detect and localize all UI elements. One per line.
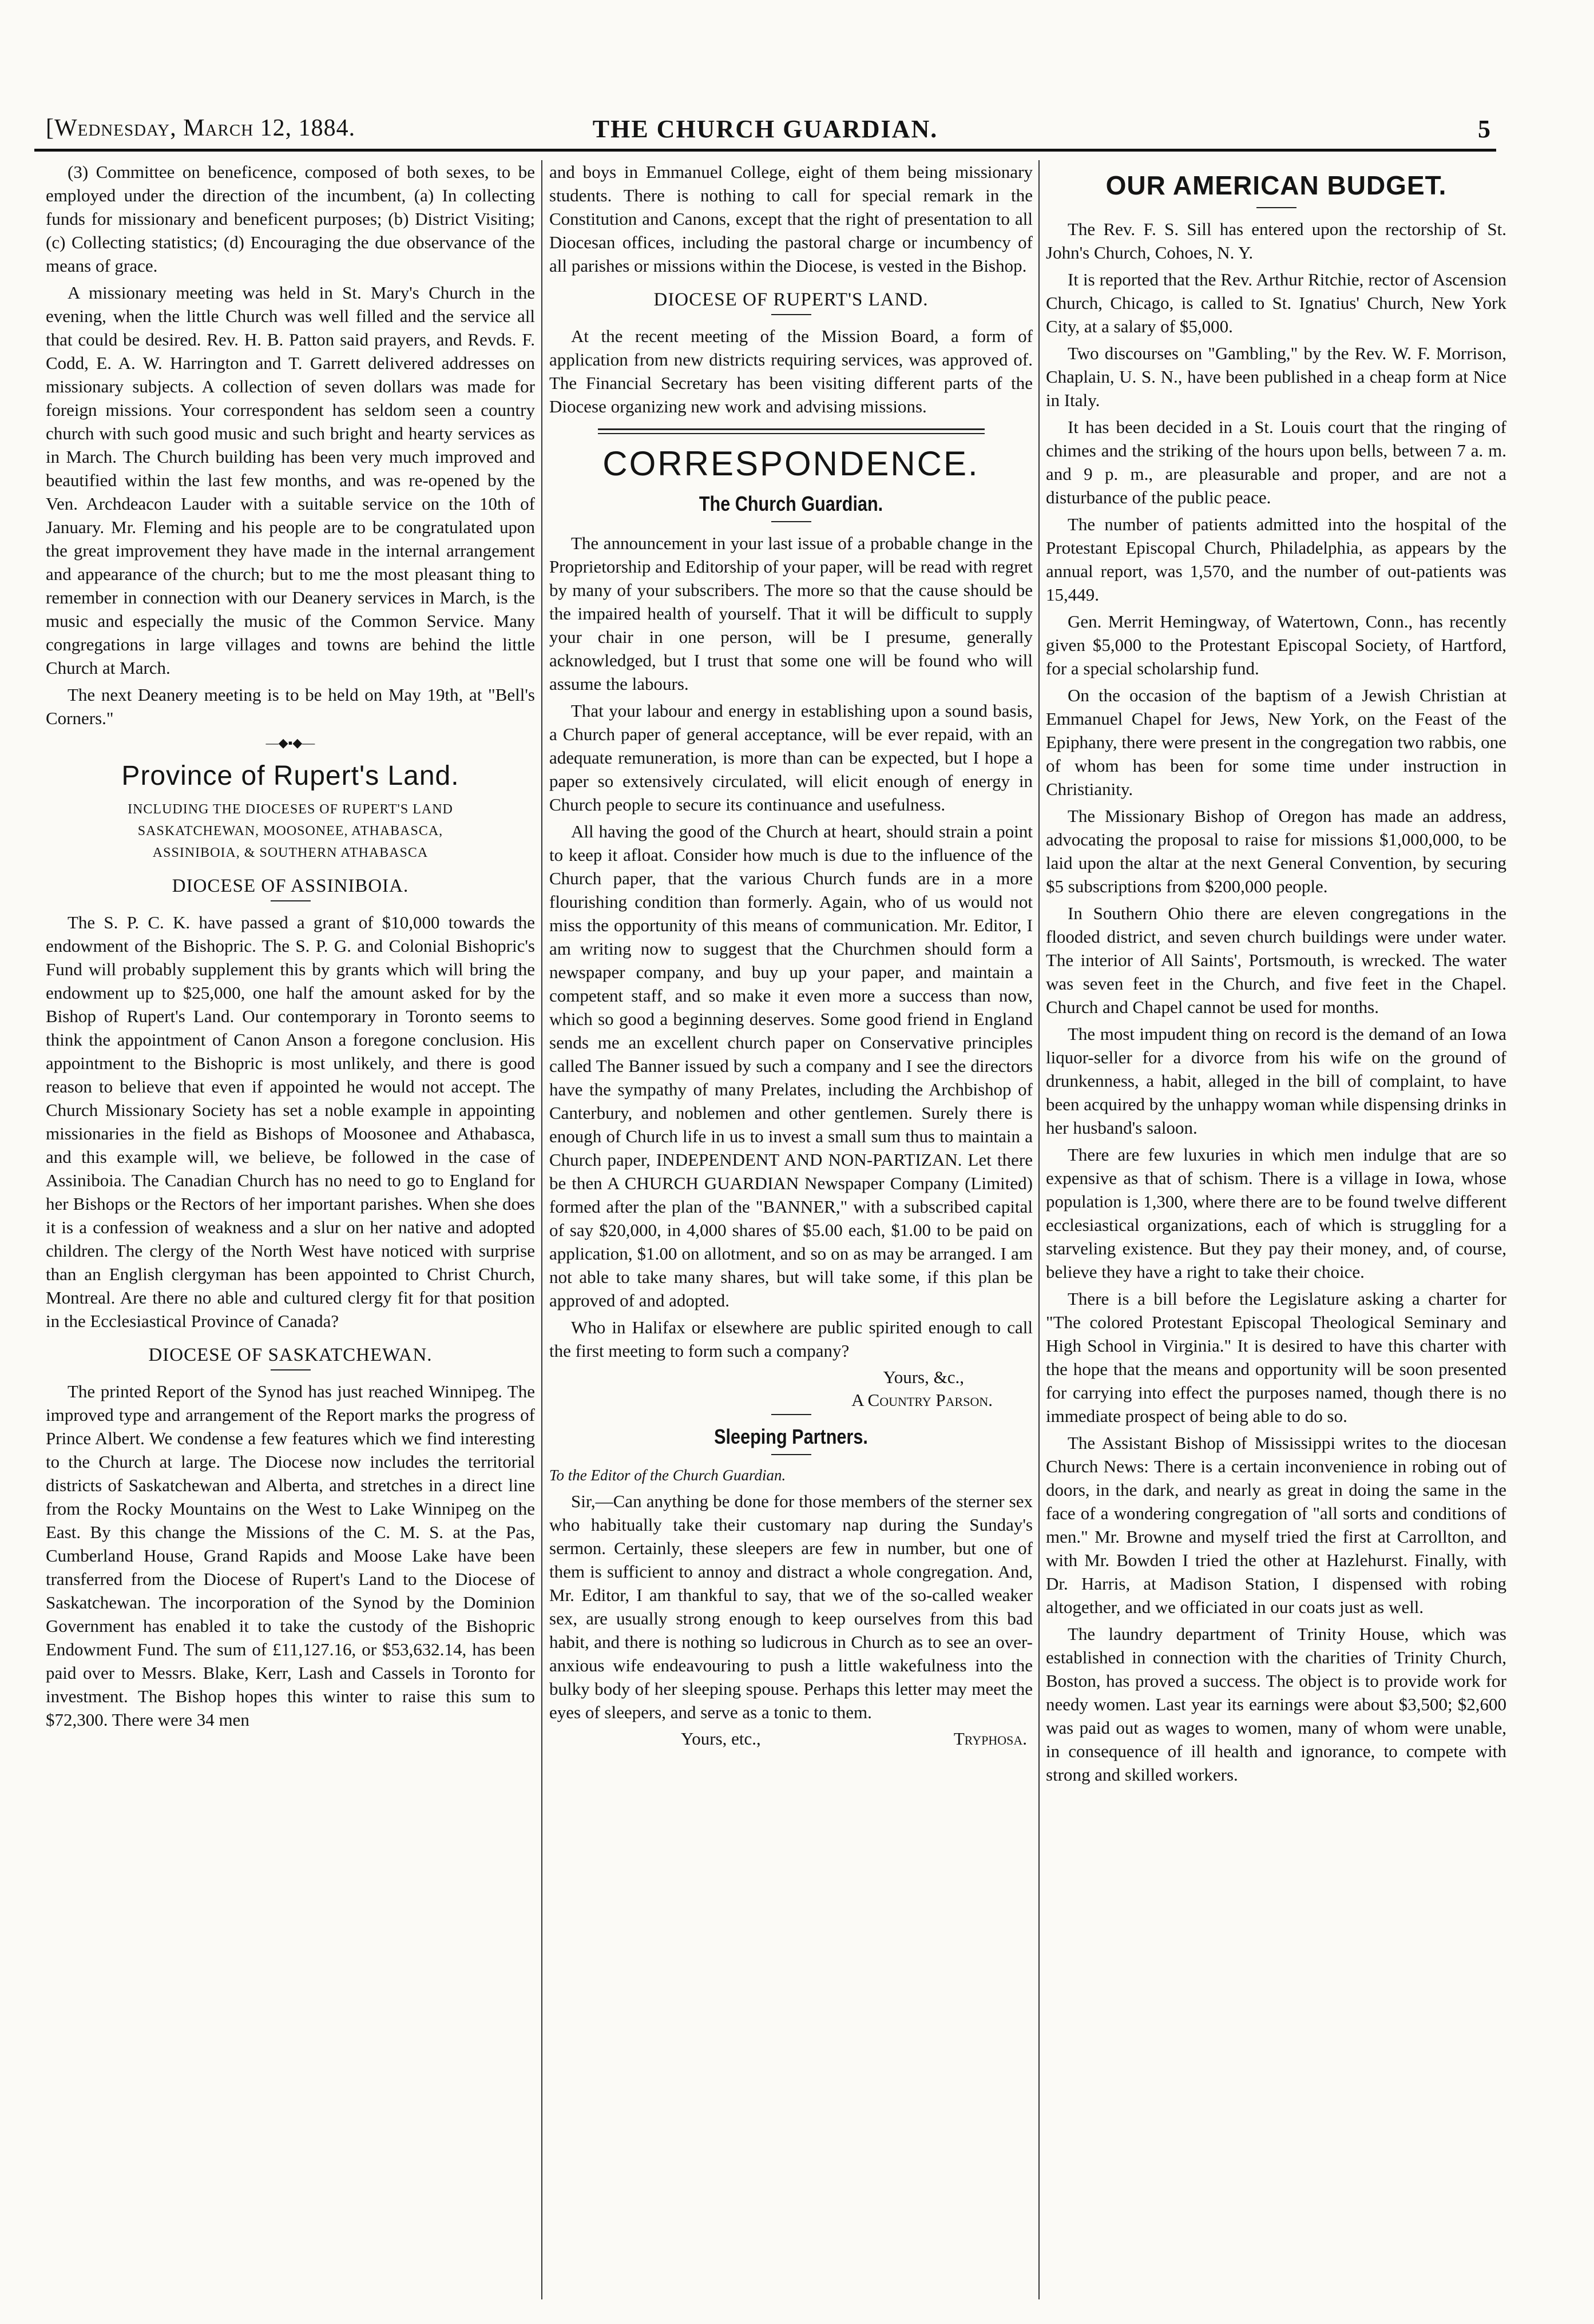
article-paragraph: The next Deanery meeting is to be held on May 19th, at "Bell's Corners." — [46, 685, 535, 728]
subheading-line: ASSINIBOIA, & SOUTHERN ATHABASCA — [152, 845, 429, 860]
short-rule — [771, 1454, 811, 1455]
subheading-line: INCLUDING THE DIOCESES OF RUPERT'S LAND — [128, 802, 453, 817]
section-heading: OUR AMERICAN BUDGET. — [1105, 170, 1447, 200]
news-item: It has been decided in a St. Louis court that the ringing of chimes and the striking of the hours upon bells, between 7 a. m. and 9 p. m., are pleasurable and proper, and are not a disturbance of the public peace. — [1046, 417, 1506, 507]
news-item: The Missionary Bishop of Oregon has made an address, advocating the proposal to raise for missions $1,000,000, to be laid upon the altar at the next General Convention, by securing $5 subscriptions from $200,000 people. — [1046, 806, 1506, 896]
news-item: On the occasion of the baptism of a Jewish Christian at Emmanuel Chapel for Jews, New York, on the Feast of the Epiphany, there were present in the congregation two rabbis, one of whom has been for some time under instruction in Christianity. — [1046, 685, 1506, 799]
article-paragraph: The printed Report of the Synod has just reached Winnipeg. The improved type and arrangement of the Report marks the progress of Prince Albert. We condense a few features which we find interesting to the Church at large. The Diocese now includes the territorial districts of Saskatchewan and Alberta, and stretches in a direct line from the Rocky Mountains on the West to Lake Winnipeg on the East. By this change the Missions of the C. M. S. at the Pas, Cumberland House, Grand Rapids and Moose Lake have been transferred from the Diocese of Rupert's Land to the Diocese of Saskatchewan. The incorporation of the Synod by the Dominion Government has enabled it to take the custody of the Bishopric Endowment Fund. The sum of £11,127.16, or $53,632.14, has been paid over to Messrs. Blake, Kerr, Lash and Cassels in Toronto for investment. The Bishop hopes this winter to raise this sum to $72,300. There were 34 men — [46, 1381, 535, 1730]
section-heading: Province of Rupert's Land. — [121, 761, 459, 791]
column-divider — [541, 160, 542, 2299]
diocese-heading: DIOCESE OF RUPERT'S LAND. — [653, 289, 929, 310]
news-item: Two discourses on "Gambling," by the Rev. W. F. Morrison, Chaplain, U. S. N., have been published in a cheap form at Nice in Italy. — [1046, 343, 1506, 410]
diocese-heading: DIOCESE OF ASSINIBOIA. — [172, 876, 409, 896]
column-3 — [1046, 160, 1506, 2299]
article-paragraph: and boys in Emmanuel College, eight of them being missionary students. There is nothing to call for special remark in the Constitution and Canons, except that the right of presentation to all Diocesan offices, including the pastoral charge or incumbency of all parishes or missions within the Diocese, is vested in the Bishop. — [549, 162, 1033, 276]
article-paragraph: The S. P. C. K. have passed a grant of $10,000 towards the endowment of the Bishopric. The S. P. G. and Colonial Bishopric's Fund will probably supplement this by grants which will bring the endowment up to $25,000, one half the amount asked for by the Bishop of Rupert's Land. Our contemporary in Toronto seems to think the appointment of Canon Anson a foregone conclusion. His appointment to the Bishopric is most unlikely, and there is good reason to believe that even if appointed he would not accept. The Church Missionary Society has set a noble example in appointing missionaries in the field as Bishops of Moosonee and Athabasca, and this example will, we believe, be followed in the case of Assiniboia. The Canadian Church has no need to go to England for her Bishops or the Rectors of her important parishes. When she does it is a confession of weakness and a slur on her native and adopted children. The clergy of the North West have noticed with surprise than an English clergyman has been appointed to Christ Church, Montreal. Are there no able and cultured clergy fit for that position in the Ecclesiastical Province of Canada? — [46, 912, 535, 1331]
article-paragraph: Sir,—Can anything be done for those members of the sterner sex who habitually take their customary nap during the Sunday's sermon. Certainly, these sleepers are few in number, but one of them is sufficient to annoy and distract a whole congregation. And, Mr. Editor, I am thankful to say, that we of the so-called weaker sex, are usually strong enough to keep ourselves from this bad habit, and there is nothing so ludicrous in Church as to see an over-anxious wife endeavouring to push a little wakefulness into the bulky body of her sleeping spouse. Perhaps this letter may meet the eyes of sleepers, and serve as a tonic to them. — [549, 1491, 1033, 1722]
news-item: The most impudent thing on record is the demand of an Iowa liquor-seller for a divorce from his wife on the ground of drunkenness, a habit, alleged in the bill of complaint, to have been acquired by the unhappy woman while dispensing drinks in her husband's saloon. — [1046, 1024, 1506, 1138]
news-item: There are few luxuries in which men indulge that are so expensive as that of schism. There is a village in Iowa, whose population is 1,300, where there are to be found twelve different ecclesiastical organizations, each of which is struggling for a starveling existence. But they pay their money, and, of course, believe they have a right to take their choice. — [1046, 1145, 1506, 1282]
column-divider — [1038, 160, 1040, 2299]
signature: Tryphosa. — [953, 1729, 1027, 1749]
news-item: The number of patients admitted into the hospital of the Protestant Episcopal Church, Philadelphia, as appears by the annual report, was 1,570, and the number of out-patients was 15,449. — [1046, 514, 1506, 605]
page-number: 5 — [1478, 115, 1490, 143]
correspondence-heading: CORRESPONDENCE. — [602, 444, 980, 483]
signature: A Country Parson. — [851, 1390, 993, 1410]
ornament-divider: —◆▪◆— — [265, 736, 315, 750]
masthead — [34, 114, 1496, 152]
news-item: In Southern Ohio there are eleven congregations in the flooded district, and seven church buildings were under water. The interior of All Saints', Portsmouth, is wrecked. The water was seven feet in the Church, and five feet in the Chapel. Church and Chapel cannot be used for months. — [1046, 903, 1506, 1017]
signoff: Yours, etc., — [681, 1729, 761, 1749]
subheading-line: SASKATCHEWAN, MOOSONEE, ATHABASCA, — [137, 824, 443, 839]
article-paragraph: A missionary meeting was held in St. Mary's Church in the evening, when the little Church was well filled and the service all that could be desired. Rev. H. B. Patton said prayers, and Revds. F. Codd, E. A. W. Harrington and T. Garrett delivered addresses on missionary subjects. A collection of seven dollars was made for foreign missions. Your correspondent has seldom seen a country church with such good music and such bright and hearty services as in March. The Church building has been very much improved and beautified within the last few months, and was re-opened by the Ven. Archdeacon Lauder with a suitable service on the 10th of January. Mr. Fleming and his people are to be congratulated upon the great improvement they have made in the internal arrangement and appearance of the church; but to me the most pleasant thing to remember in connection with our Deanery services in March, is the music and especially the music of the Common Service. Many congregations in large villages and towns are behind the little Church at March. — [46, 283, 535, 678]
column-2 — [549, 160, 1033, 2299]
letter-heading: Sleeping Partners. — [714, 1425, 868, 1448]
section-subheading — [46, 798, 535, 864]
short-rule — [771, 521, 811, 522]
news-item: The Assistant Bishop of Mississippi writes to the diocesan Church News: There is a certain inconvenience in robing out of doors, in the dark, and nearly as great in doing the same in the face of a wondering congregation of "all sorts and conditions of men." Mr. Browne and myself tried the first at Carrollton, and with Mr. Bowden I tried the other at Hazlehurst. Finally, with Dr. Harris, at Madison Station, I dispensed with robing altogether, and we officiated in our coats just as well. — [1046, 1433, 1506, 1617]
short-rule — [1256, 207, 1296, 208]
short-rule — [271, 900, 311, 901]
news-item: Gen. Merrit Hemingway, of Watertown, Conn., has recently given $5,000 to the Protestant Episcopal Society, of Hartford, for a special scholarship fund. — [1046, 611, 1506, 678]
article-paragraph: (3) Committee on beneficence, composed of both sexes, to be employed under the direction of the incumbent, (a) In collecting funds for missionary and beneficent purposes; (b) District Visiting; (c) Collecting statistics; (d) Encouraging the due observance of the means of grace. — [46, 162, 535, 276]
letter-heading: The Church Guardian. — [699, 492, 883, 515]
short-rule — [271, 1369, 311, 1370]
news-item: There is a bill before the Legislature asking a charter for "The colored Protestant Episcopal Theological Seminary and High School in Virginia." It is desired to have this charter with the hope that the means and opportunity will be soon presented for carrying into effect the purposes named, though there is no immediate prospect of being able to do so. — [1046, 1289, 1506, 1426]
signoff: Yours, &c., — [883, 1367, 964, 1387]
diocese-heading: DIOCESE OF SASKATCHEWAN. — [148, 1345, 433, 1365]
news-item: It is reported that the Rev. Arthur Ritchie, rector of Ascension Church, Chicago, is called to St. Ignatius' Church, New York City, at a salary of $5,000. — [1046, 269, 1506, 336]
article-paragraph: At the recent meeting of the Mission Board, a form of application from new districts requiring services, was approved of. The Financial Secretary has been visiting different parts of the Diocese organizing new work and advising missions. — [549, 326, 1033, 416]
short-rule — [771, 1414, 811, 1415]
short-rule — [771, 314, 811, 315]
article-paragraph: The announcement in your last issue of a probable change in the Proprietorship and Editorship of your paper, will be read with regret by many of your subscribers. The more so that the cause should be the impaired health of yourself. That it will be difficult to supply your chair in one person, will be I presume, generally acknowledged, but I trust that some one will be found who will assume the labours. — [549, 533, 1033, 694]
news-item: The laundry department of Trinity House, which was established in connection with the charities of Trinity Church, Boston, has proved a success. The object is to provide work for needy women. Last year its earnings were about $3,500; $2,600 was paid out as wages to women, many of whom were unable, in consequence of ill health and ignorance, to compete with strong and skilled workers. — [1046, 1624, 1506, 1785]
article-paragraph: That your labour and energy in establishing upon a sound basis, a Church paper of general acceptance, will be ever repaid, with an adequate remuneration, is more than can be expected, but I hope a paper so extensively circulated, will elicit enough of energy in Church people to secure its continuance and usefulness. — [549, 701, 1033, 815]
letter-salutation: To the Editor of the Church Guardian. — [549, 1467, 786, 1484]
double-rule — [598, 428, 985, 434]
article-paragraph: All having the good of the Church at heart, should strain a point to keep it afloat. Consider how much is due to the influence of the Church paper, that the various Church funds are in a more flourishing condition than formerly. Again, who of us would not miss the opportunity of this means of communication. Mr. Editor, I am writing now to suggest that the Churchmen should form a newspaper company, and buy up your paper, and maintain a competent staff, and so make it even more a success than now, which so good a beginning deserves. Some good friend in England sends me an excellent church paper on Conservative principles called The Banner issued by such a company and I see the directors have the sympathy of many Prelates, including the Archbishop of Canterbury, and noblemen and other gentlemen. Surely there is enough of Church life in us to invest a small sum thus to maintain a Church paper, INDEPENDENT AND NON-PARTIZAN. Let there be then A CHURCH GUARDIAN Newspaper Company (Limited) formed after the plan of the "BANNER," with a subscribed capital of say $20,000, in 4,000 shares of $5.00 each, $1.00 to be paid on application, $1.00 on allotment, and so on as may be arranged. I am not able to take many shares, but will take some, if this plan be approved of and adopted. — [549, 821, 1033, 1310]
signoff-line — [549, 1727, 1033, 1750]
issue-date: [Wednesday, March 12, 1884. — [46, 115, 356, 141]
news-item: The Rev. F. S. Sill has entered upon the rectorship of St. John's Church, Cohoes, N. Y. — [1046, 219, 1506, 263]
column-1 — [46, 160, 535, 2299]
newspaper-title: THE CHURCH GUARDIAN. — [592, 115, 938, 143]
article-paragraph: Who in Halifax or elsewhere are public spirited enough to call the first meeting to form such a company? — [549, 1317, 1033, 1361]
